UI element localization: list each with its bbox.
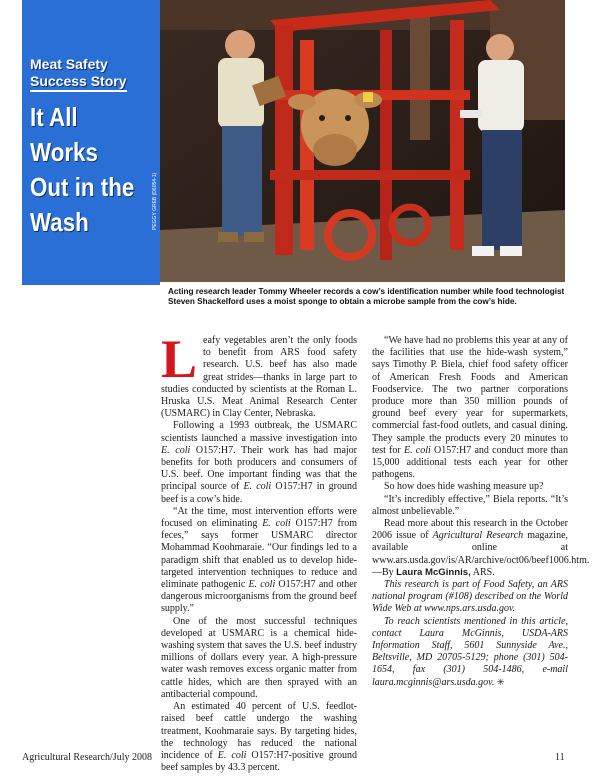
note-program: This research is part of Food Safety, an ARS national program (#108) described on the World Wide Web at www.nps.ars.usda.gov.: [372, 579, 568, 615]
paragraph-5: An estimated 40 percent of U.S. feedlot-raised beef cattle undergo the washing treatment, Koohmaraie says. By targeting hides, the technology has reduced the national incidence of E. coli O157:H7-positive ground beef samples by 43.3 percent.: [161, 701, 358, 774]
paragraph-1: Leafy vegetables aren’t the only foods to benefit from ARS food safety research. U.S. beef has also made great strides—thanks in large part to studies conducted by scientists at the Roman L. Hruska U.S. Meat Animal Research Center (USMARC) in Clay Center, Nebraska.: [161, 329, 357, 420]
paragraph-3: “At the time, most intervention efforts were focused on eliminating E. coli O157:H7 from feces,” says former USMARC director Mohammad Koohmaraie. “Our findings led to a paradigm shift that enabled us to develop hide-targeted intervention techniques to reduce and eliminate pathogenic E. coli O157:H7 and other dangerous microorganisms from the ground beef supply.”: [161, 505, 357, 615]
caption-line-2: Steven Shackelford uses a moist sponge to obtain a microbe sample from the cow’s hide.: [168, 297, 517, 306]
kicker: [30, 56, 154, 92]
paragraph-8: “It’s incredibly effective,” Biela reports. “It’s almost unbelievable.”: [372, 493, 568, 517]
headline-line-4: Wash: [30, 207, 89, 237]
paragraph-2: Following a 1993 outbreak, the USMARC scientists launched a massive investigation into E. coli O157:H7. Their work has had major benefits for both producers and consumers of U.S. beef. One important finding was that the principal source of E. coli O157:H7 in ground beef is a cow’s hide.: [161, 420, 358, 505]
headline-line-1: It All: [30, 102, 78, 132]
article-column-left: [161, 329, 358, 774]
kicker-line-1: Meat Safety: [30, 56, 108, 72]
end-mark-icon: ✳: [496, 677, 505, 688]
note-contact: To reach scientists mentioned in this article, contact Laura McGinnis, USDA-ARS Information Staff, 5601 Sunnyside Ave., Beltsville, MD 20705-5129; phone (301) 504-1654, fax (301) 504-1486, e-mail laura.mcginnis@ars.usda.gov. ✳: [372, 615, 568, 688]
article-column-right: [372, 335, 590, 689]
page-number: 11: [555, 752, 565, 763]
caption-line-1: Acting research leader Tommy Wheeler records a cow’s identification number while food technologist: [168, 287, 565, 296]
kicker-line-2: Success Story: [30, 73, 127, 92]
footer-publication: Agricultural Research/July 2008: [22, 752, 152, 763]
article-headline: [30, 100, 140, 240]
photo-credit: [152, 220, 158, 230]
paragraph-7: So how does hide washing measure up?: [384, 481, 544, 493]
headline-line-3: Out in the: [30, 172, 135, 202]
paragraph-6: “We have had no problems this year at any of the facilities that use the hide-wash system,” says Timothy P. Biela, chief food safety officer of American Fresh Foods and American Foodservice. The two partner corporations produce more than 350 million pounds of ground beef every year for supermarkets, commercial fast-food outlets, and casual dining. They sample the products every 20 minutes to test for E. coli O157:H7 and conduct more than 15,000 additional tests each year for other pathogens.: [372, 335, 568, 481]
article-notes: [372, 579, 568, 689]
photo-caption: [168, 287, 568, 307]
photo-illustration: [160, 0, 565, 282]
article-photo: [160, 0, 565, 282]
drop-cap: L: [161, 329, 198, 389]
author-byline: Laura McGinnis,: [396, 566, 471, 578]
paragraph-4: One of the most successful techniques developed at USMARC is a chemical hide-washing system that saves the U.S. beef industry millions of dollars every year. A high-pressure water wash removes excess organic matter from cattle hides, which are then sprayed with an antibacterial compound.: [161, 615, 357, 700]
headline-line-2: Works: [30, 137, 98, 167]
paragraph-9: Read more about this research in the October 2006 issue of Agricultural Research magazine, available online at www.ars.usda.gov/is/AR/archive/oct06/beef1006.htm.—By Laura McGinnis, ARS.: [372, 518, 590, 578]
